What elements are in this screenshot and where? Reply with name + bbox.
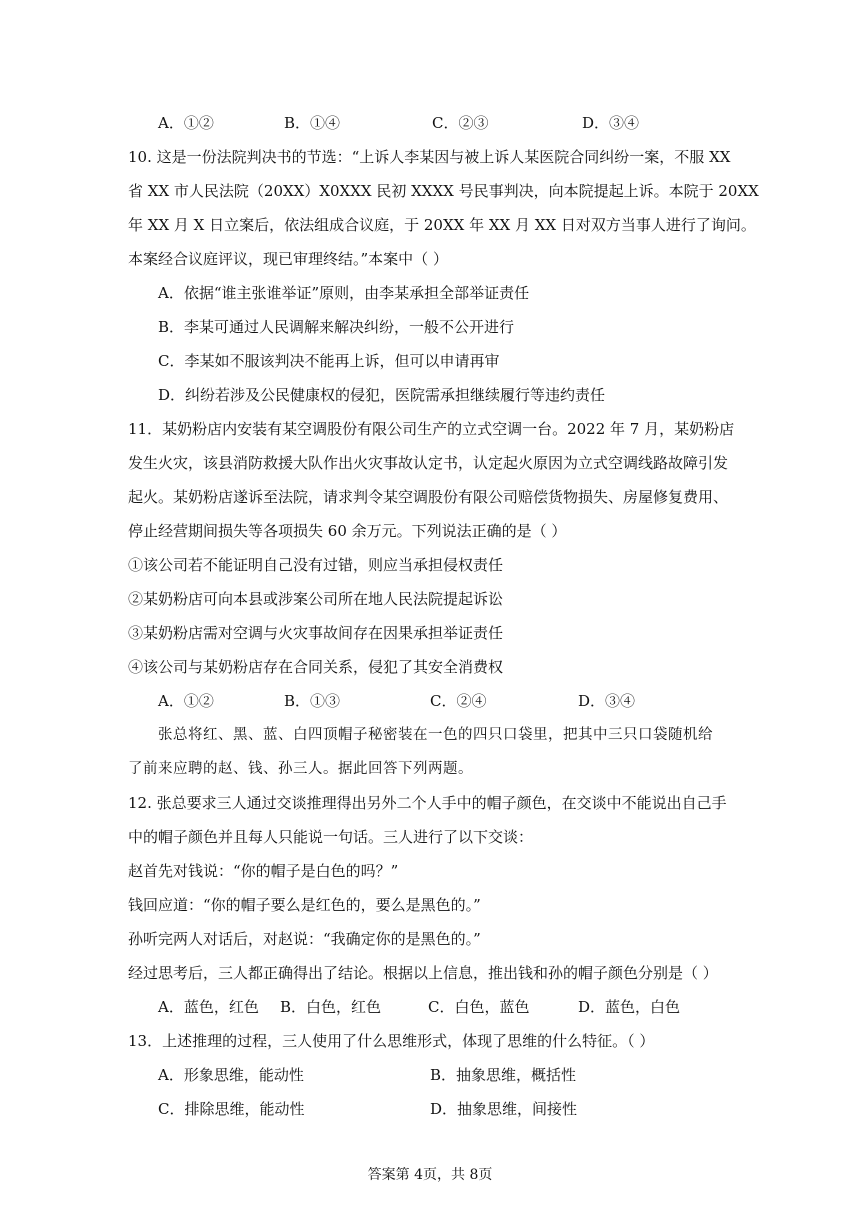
q11-stem-line: 起火。某奶粉店遂诉至法院，请求判令某空调股份有限公司赔偿货物损失、房屋修复费用、: [128, 488, 729, 506]
option-b: B．抽象思维，概括性: [430, 1066, 577, 1084]
q11-options: [158, 684, 738, 718]
material-line: 了前来应聘的赵、钱、孙三人。据此回答下列两题。: [128, 761, 473, 777]
option-d: D．抽象思维，间接性: [430, 1100, 578, 1118]
q12-stem-line: 中的帽子颜色并且每人只能说一句话。三人进行了以下交谈：: [128, 828, 534, 846]
option-d: D．蓝色，白色: [578, 998, 681, 1016]
option-c: C．排除思维，能动性: [158, 1100, 305, 1118]
option-b: B．①④: [284, 114, 341, 132]
option-a: A．形象思维，能动性: [158, 1066, 304, 1084]
q10-stem-line: 本案经合议庭评议，现已审理终结。”本案中（ ）: [128, 250, 448, 268]
option-b: B．①③: [284, 692, 341, 710]
q11-stem-line: 发生火灾，该县消防救援大队作出火灾事故认定书，认定起火原因为立式空调线路故障引发: [128, 454, 729, 472]
q13-options-row-1: [158, 1058, 738, 1092]
q12-stem-line: 经过思考后，三人都正确得出了结论。根据以上信息，推出钱和孙的帽子颜色分别是（ ）: [128, 964, 718, 982]
q9-options: [158, 106, 738, 140]
q10-option-b: B．李某可通过人民调解来解决纠纷，一般不公开进行: [158, 318, 515, 336]
q10-stem-line: 10. 这是一份法院判决书的节选：“上诉人李某因与被上诉人某医院合同纠纷一案，不服 XX: [128, 148, 731, 166]
page-footer: 答案第 4页，共 8页: [367, 1167, 493, 1183]
q11-statement-3: ③某奶粉店需对空调与火灾事故间存在因果承担举证责任: [128, 624, 504, 642]
q11-statement-1: ①该公司若不能证明自己没有过错，则应当承担侵权责任: [128, 556, 504, 574]
q10-option-c: C．李某如不服该判决不能再上诉，但可以申请再审: [158, 352, 500, 370]
q11-statement-4: ④该公司与某奶粉店存在合同关系，侵犯了其安全消费权: [128, 658, 504, 676]
q11-statement-2: ②某奶粉店可向本县或涉案公司所在地人民法院提起诉讼: [128, 590, 504, 608]
option-d: D．③④: [582, 114, 640, 132]
option-c: C．白色，蓝色: [428, 998, 530, 1016]
q10-option-d: D．纠纷若涉及公民健康权的侵犯，医院需承担继续履行等违约责任: [158, 386, 606, 404]
q10-stem-line: 省 XX 市人民法院（20XX）X0XXX 民初 XXXX 号民事判决，向本院提起上诉。本院于 20XX: [128, 182, 759, 200]
option-d: D．③④: [578, 692, 636, 710]
q13-stem: 13．上述推理的过程，三人使用了什么思维形式，体现了思维的什么特征。（ ）: [128, 1032, 655, 1050]
q13-options-row-2: [158, 1092, 738, 1126]
q10-option-a: A．依据“谁主张谁举证”原则，由李某承担全部举证责任: [158, 284, 530, 302]
option-a: A．蓝色，红色: [158, 998, 259, 1016]
option-c: C．②③: [432, 114, 489, 132]
q12-options: [158, 990, 738, 1024]
q12-stem-line: 钱回应道：“你的帽子要么是红色的，要么是黑色的。”: [128, 896, 481, 914]
option-b: B．白色，红色: [280, 998, 382, 1016]
q12-stem-line: 孙听完两人对话后，对赵说：“我确定你的是黑色的。”: [128, 930, 481, 948]
option-a: A．①②: [158, 692, 214, 710]
q12-stem-line: 12. 张总要求三人通过交谈推理得出另外二个人手中的帽子颜色，在交谈中不能说出自己手: [128, 794, 727, 812]
material-line: 张总将红、黑、蓝、白四顶帽子秘密装在一色的四只口袋里，把其中三只口袋随机给: [158, 727, 713, 743]
option-a: A．①②: [158, 114, 214, 132]
q11-stem-line: 停止经营期间损失等各项损失 60 余万元。下列说法正确的是（ ）: [128, 522, 567, 540]
q12-stem-line: 赵首先对钱说：“你的帽子是白色的吗？”: [128, 862, 399, 880]
q11-stem-line: 11．某奶粉店内安装有某空调股份有限公司生产的立式空调一台。2022 年 7 月，某奶粉店: [128, 420, 735, 438]
q10-stem-line: 年 XX 月 X 日立案后，依法组成合议庭，于 20XX 年 XX 月 XX 日对双方当事人进行了询问。: [128, 216, 756, 234]
option-c: C．②④: [430, 692, 487, 710]
